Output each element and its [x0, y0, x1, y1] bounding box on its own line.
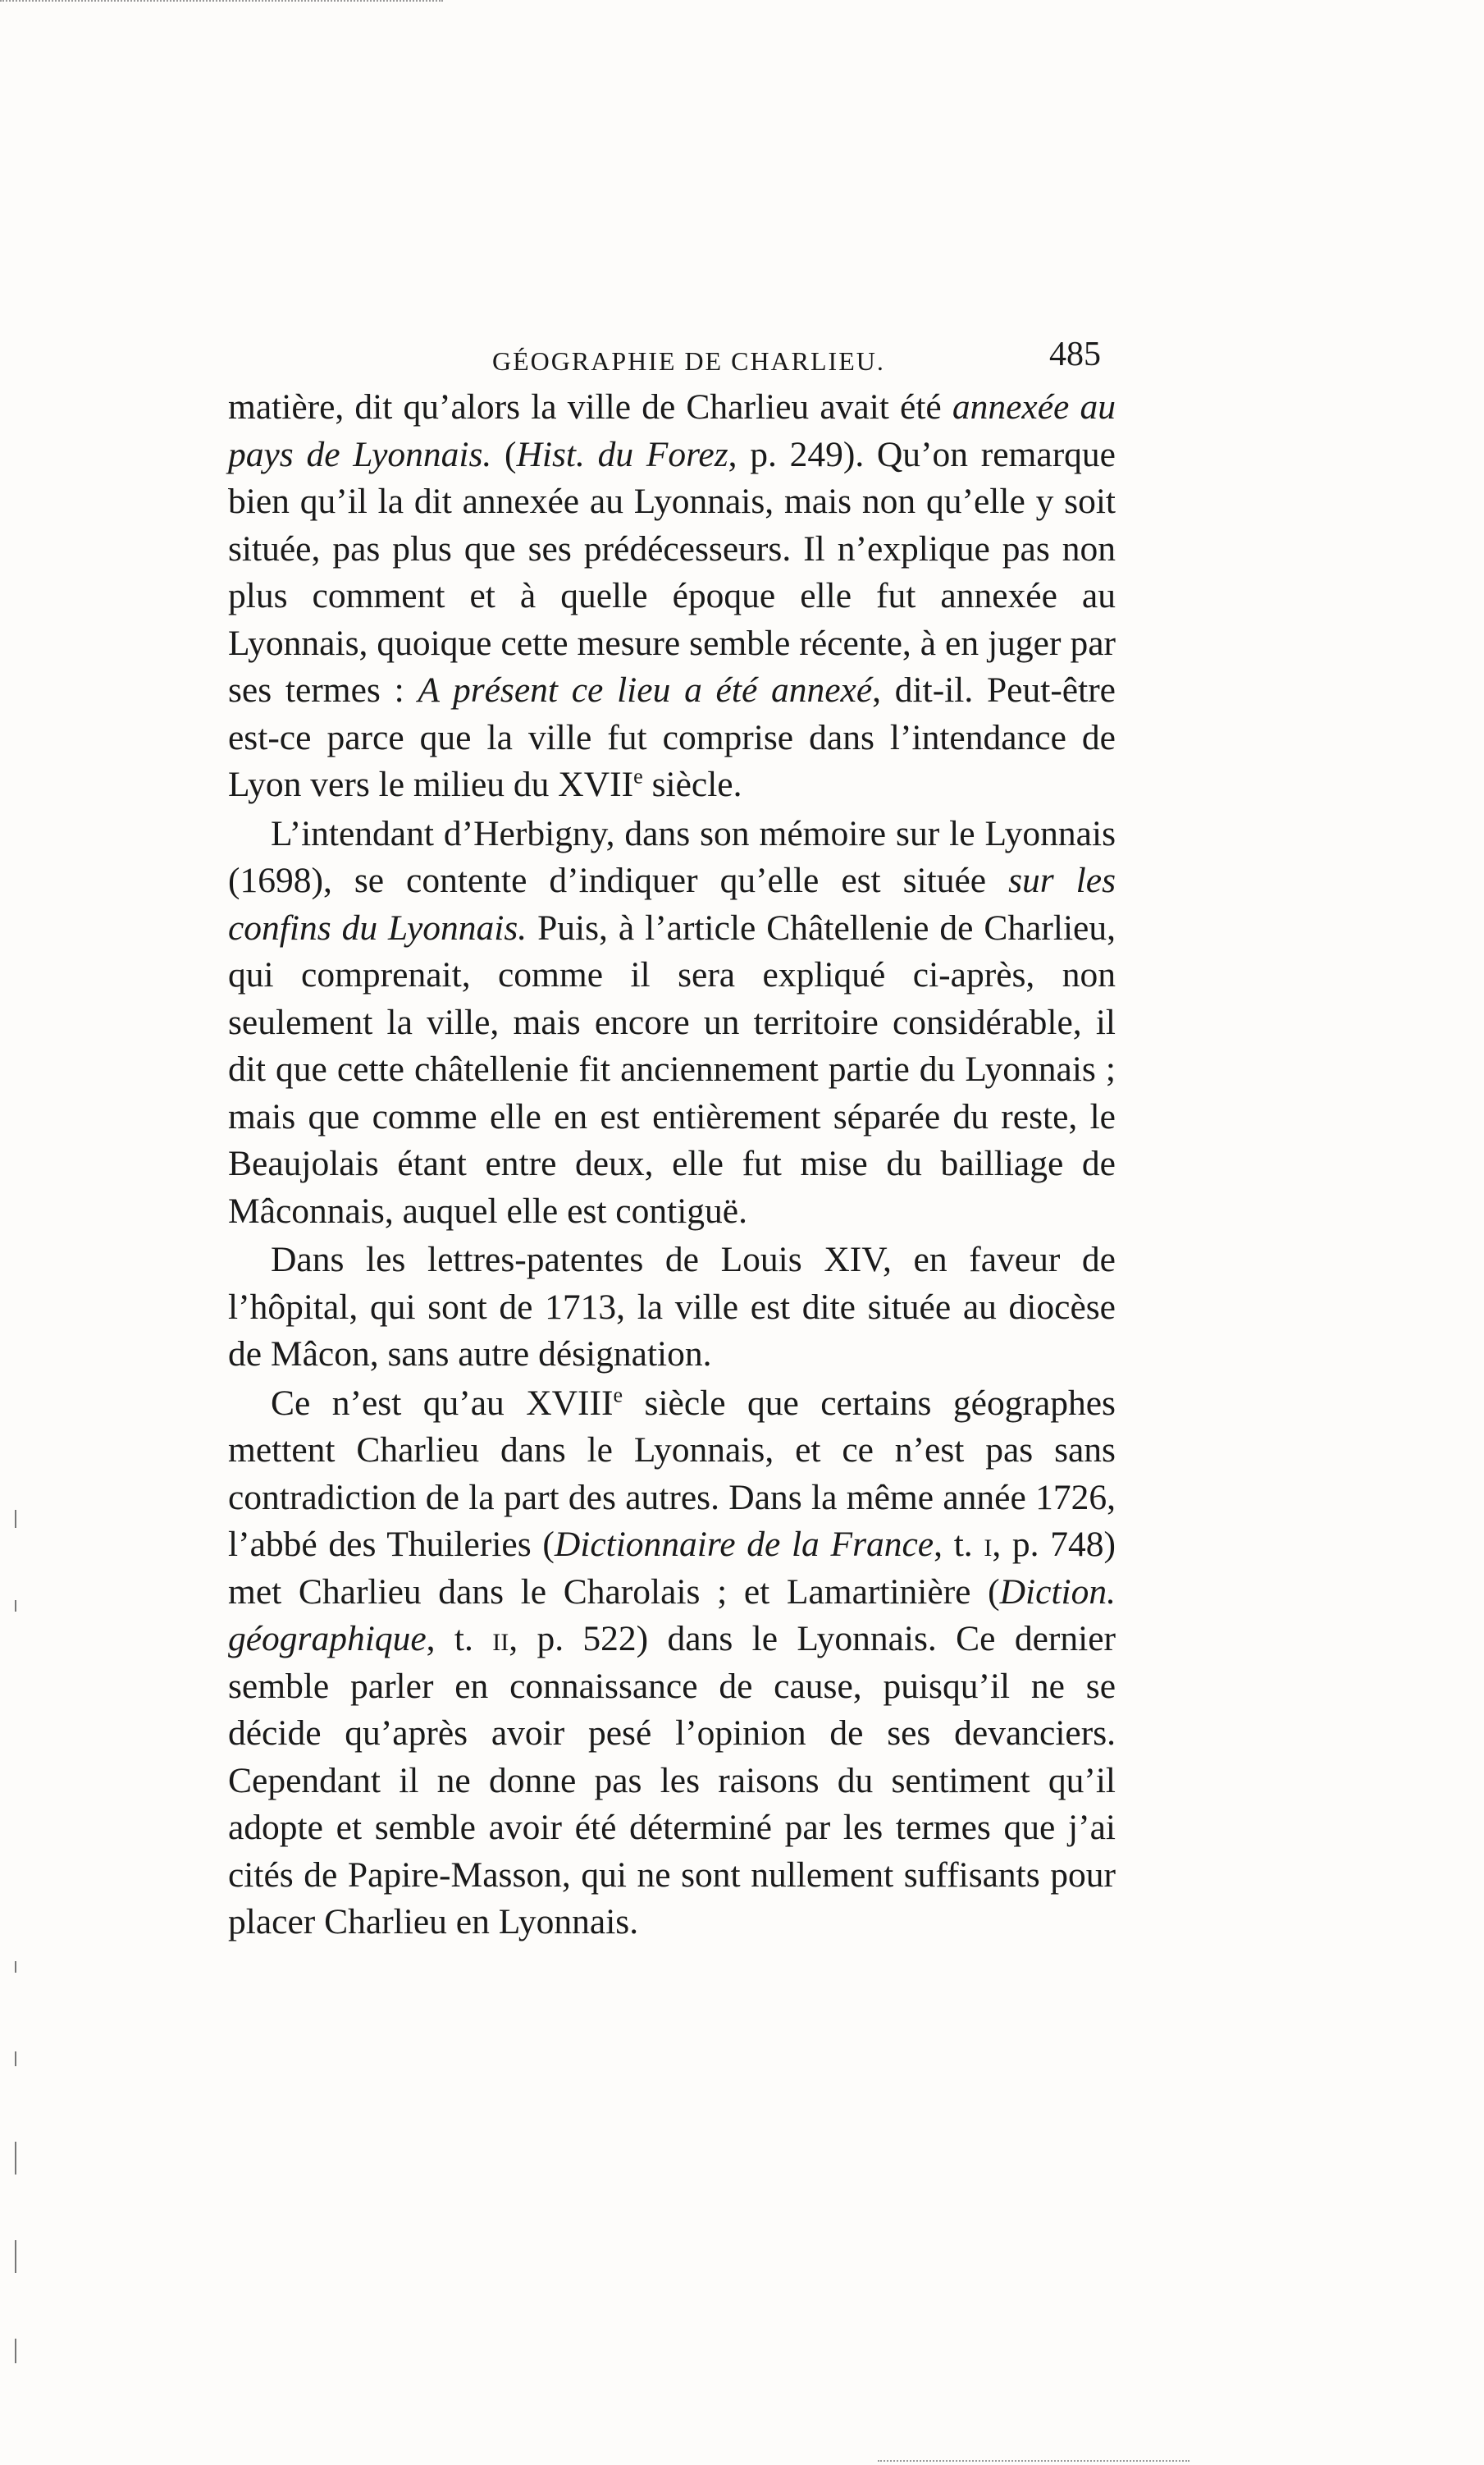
running-head [228, 335, 1116, 384]
text-run: matière, dit qu’alors la ville de Charlieu avait été [228, 387, 952, 427]
small-caps-run: i [984, 1525, 993, 1564]
text-run: ( [491, 434, 517, 474]
running-title: GÉOGRAPHIE DE CHARLIEU. [492, 346, 885, 376]
text-run: Puis, à l’article Châtellenie de Charlieu, qui comprenait, comme il sera expliqué ci-après, non seulement la ville, mais encore un territoire considérable, il dit que cette châtellenie fit anciennement partie du Lyonnais ; mais que comme elle en est entièrement séparée du reste, le Beaujolais étant entre deux, elle fut mise du bailliage de Mâconnais, auquel elle est contiguë. [228, 908, 1116, 1231]
text-run: , dit-il. Peut-être est-ce parce que la ville fut comprise dans l’intendance de Lyon vers le milieu du XVII [228, 670, 1116, 804]
text-run: , p. 748) met Charlieu dans le Charolais ; et Lamartinière ( [228, 1525, 1116, 1612]
text-run: , p. 249). Qu’on remarque bien qu’il la dit annexée au Lyonnais, mais non qu’elle y soit située, pas plus que ses prédécesseurs. Il n’explique pas non plus comment et à quelle époque elle fut annexée au Lyonnais, quoique cette mesure semble récente, à en juger par ses termes : [228, 434, 1116, 710]
text-run: L’intendant d’Herbigny, dans son mémoire sur le Lyonnais (1698), se contente d’indiquer qu’elle est située [228, 813, 1116, 900]
text-run: siècle. [642, 765, 742, 804]
italic-run: Hist. du Forez [516, 434, 728, 474]
paragraph [228, 384, 1116, 809]
italic-run: Diction. géographique [228, 1571, 1116, 1658]
small-caps-run: ii [492, 1619, 509, 1658]
italic-run: sur les confins du Lyonnais. [228, 861, 1116, 948]
page-number: 485 [1049, 336, 1101, 373]
superscript: e [633, 764, 643, 789]
text-run: Dans les lettres-patentes de Louis XIV, en faveur de l’hôpital, qui sont de 1713, la ville est dite située au diocèse de Mâcon, sans autre désignation. [228, 1240, 1116, 1374]
paragraph [228, 811, 1116, 1236]
text-run: , t. [934, 1525, 984, 1564]
text-run: , p. 522) dans le Lyonnais. Ce dernier semble parler en connaissance de cause, puisqu’il ne se décide qu’après avoir pesé l’opinion de ses devanciers. Cependant il ne donne pas les raisons du sentiment qu’il adopte et semble avoir été déterminé par les termes que j’ai cités de Papire-Masson, qui ne sont nullement suffisants pour placer Charlieu en Lyonnais. [228, 1619, 1116, 1941]
scan-edge-top [0, 0, 443, 3]
paragraph [228, 1237, 1116, 1379]
italic-run: annexée au pays de Lyonnais. [228, 387, 1116, 474]
superscript: e [613, 1383, 623, 1406]
text-run: , t. [426, 1619, 493, 1658]
scan-edge-bottom [878, 2460, 1189, 2463]
paragraph [228, 1380, 1116, 1946]
italic-run: Dictionnaire de la France [554, 1525, 934, 1564]
text-run: Ce n’est qu’au XVIII [271, 1383, 614, 1423]
text-run: siècle que certains géographes mettent Charlieu dans le Lyonnais, et ce n’est pas sans contradiction de la part des autres. Dans la même année 1726, l’abbé des Thuileries ( [228, 1383, 1116, 1564]
italic-run: A présent ce lieu a été annexé [418, 670, 873, 710]
scan-edge-left [0, 0, 33, 2465]
body-text [228, 384, 1116, 1946]
